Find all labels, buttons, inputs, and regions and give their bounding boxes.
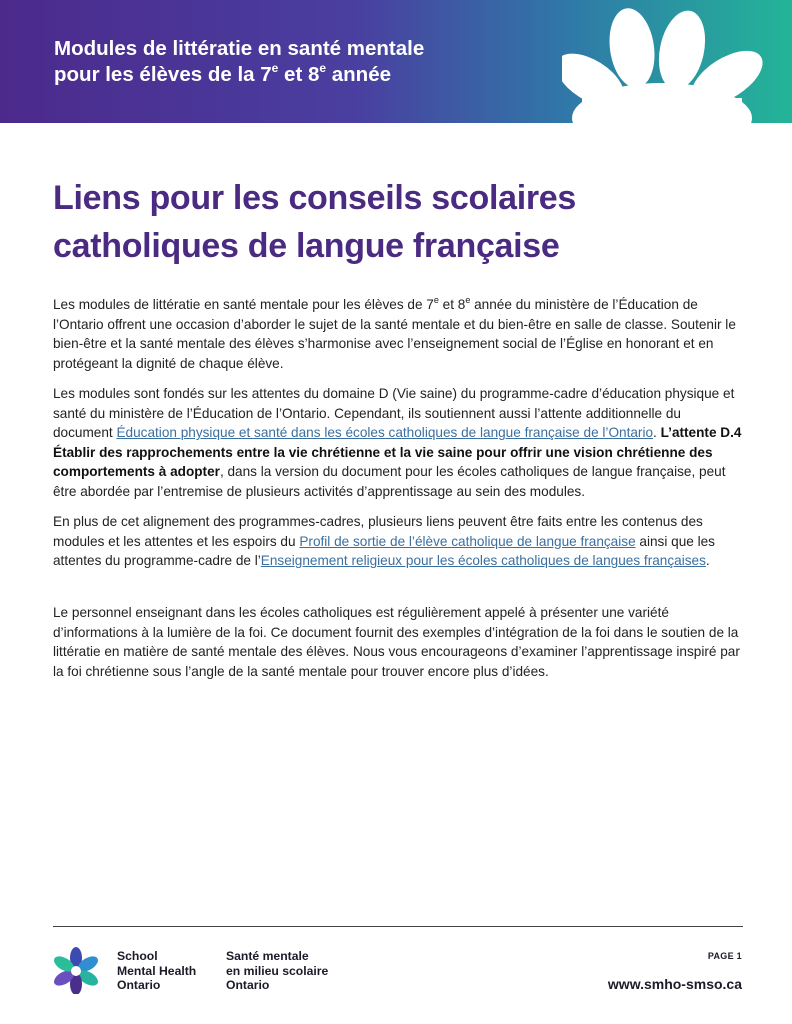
page-number: PAGE 1 xyxy=(707,951,742,961)
paragraph-personnel: Le personnel enseignant dans les écoles catholiques est régulièrement appelé à présenter une variété d’informations à la lumière de la foi. Ce document fournit des exemples d’intégration de la foi dans le soutien de la littératie en matière de santé mentale des élèves. Nous vous encourageons d’examiner l’apprentissage inspiré par la foi chrétienne sous l’angle de la santé mentale pour trouver encore plus d’idées. xyxy=(53,605,740,679)
paragraph-intro: Les modules de littératie en santé mentale pour les élèves de 7e et 8e année du ministère de l’Éducation de l’Ontario offrent une occasion d’aborder le sujet de la santé mentale et du bien-être en salle de classe. Soutenir le bien-être et la santé mentale des élèves s’harmonise avec l’enseignement social de l’Église en honorant et en protégeant la dignité de chaque élève. xyxy=(53,295,736,371)
smho-logo-icon xyxy=(52,946,100,994)
paragraph-alignement: En plus de cet alignement des programmes-cadres, plusieurs liens peuvent être faits entre les contenus des modules et les attentes et les espoirs du Profil de sortie de l’élève catholique de langue française ainsi que les attentes du programme-cadre de l’Enseignement religieux pour les écoles catholiques de langues françaises. xyxy=(53,514,715,569)
header-banner xyxy=(0,0,792,123)
page-title-line1: Liens pour les conseils scolaires xyxy=(53,179,576,217)
footer-divider xyxy=(53,926,743,927)
org-name-english: School Mental Health Ontario xyxy=(117,949,197,992)
banner-title-line2: pour les élèves de la 7e et 8e année xyxy=(54,61,392,86)
flower-logo-icon xyxy=(562,8,772,123)
link-education-physique[interactable]: Éducation physique et santé dans les écoles catholiques de langue française de l’Ontario xyxy=(116,425,654,441)
page-title-line2: catholiques de langue française xyxy=(53,227,560,265)
attente-d4-text: L’attente D.4 Établir des rapprochements entre la vie chrétienne et la vie saine pour offrir une vision chrétienne des comportements à adopter xyxy=(53,425,742,480)
banner-title xyxy=(54,36,574,88)
page-title xyxy=(53,174,733,270)
org-name-french: Santé mentale en milieu scolaire Ontario xyxy=(226,949,329,992)
website-url: www.smho-smso.ca xyxy=(607,976,742,992)
link-profil-de-sortie[interactable]: Profil de sortie de l’élève catholique de langue française xyxy=(299,533,636,549)
paragraph-modules: Les modules sont fondés sur les attentes du domaine D (Vie saine) du programme-cadre d’éducation physique et santé du ministère de l’Éducation de l’Ontario. Cependant, ils soutiennent aussi l’attente additionnelle du document Éducation physique et santé dans les écoles catholiques de langue française de l’Ontario. L’attente D.4 Établir des rapprochements entre la vie chrétienne et la vie saine pour offrir une vision chrétienne des comportements à adopter, dans la version du document pour les écoles catholiques de langue française, peut être abordée par l’entremise de plusieurs activités d’apprentissage au sein des modules. xyxy=(53,386,742,499)
link-enseignement-religieux[interactable]: Enseignement religieux pour les écoles catholiques de langues françaises xyxy=(260,553,706,569)
banner-title-line1: Modules de littératie en santé mentale xyxy=(54,37,425,60)
